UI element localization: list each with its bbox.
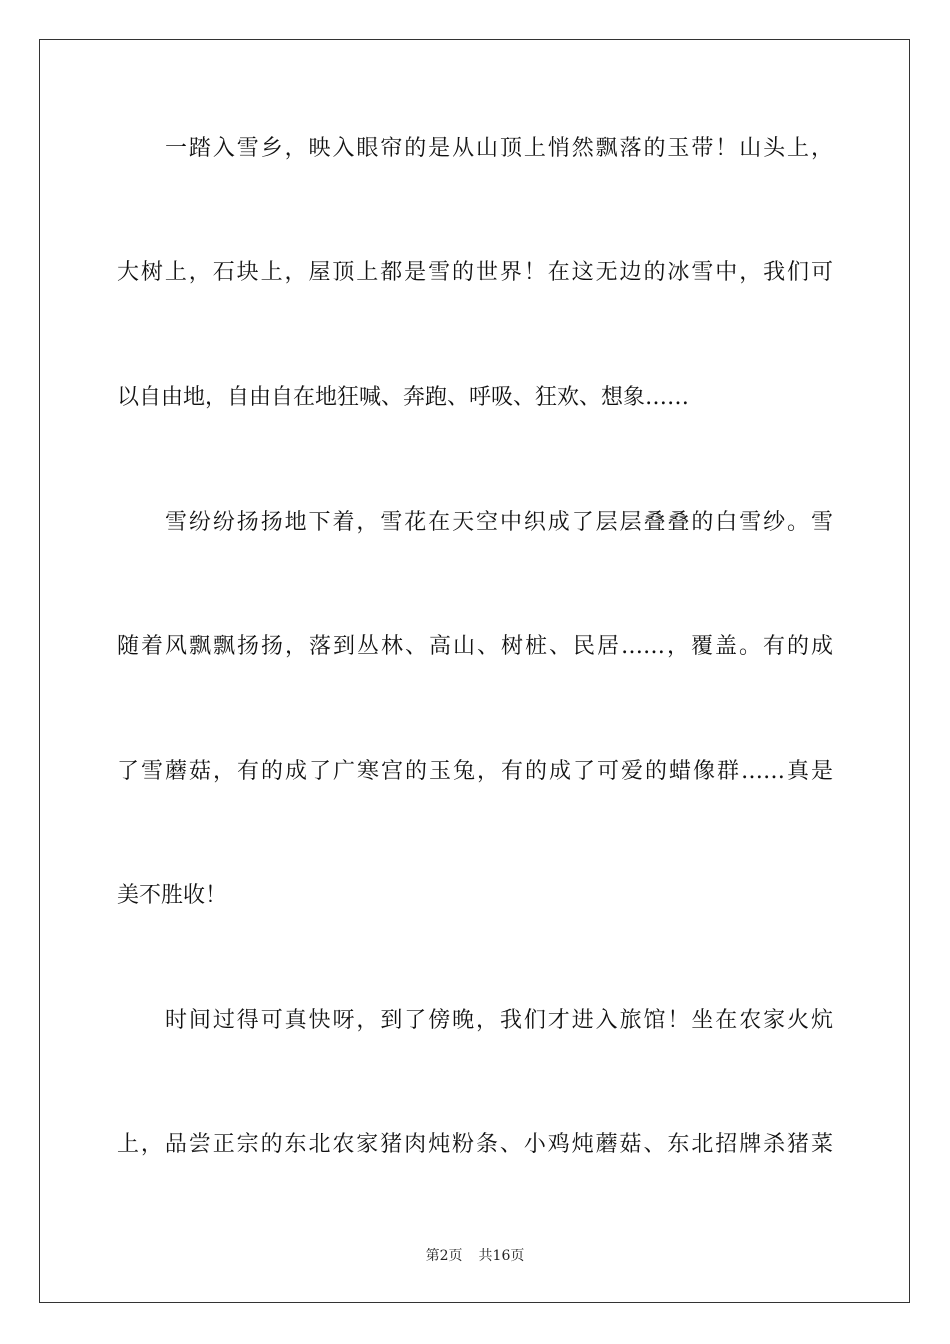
paragraph-3-line-2: 上，品尝正宗的东北农家猪肉炖粉条、小鸡炖蘑菇、东北招牌杀猪菜 [117,1132,833,1157]
page-total: 共16页 [478,1248,525,1264]
paragraph-2-line-4: 美不胜收！ [117,883,228,908]
paragraph-1-line-3: 以自由地，自由自在地狂喊、奔跑、呼吸、狂欢、想象…… [117,385,690,410]
paragraph-2-line-2: 随着风飘飘扬扬，落到丛林、高山、树桩、民居……，覆盖。有的成 [117,634,833,659]
paragraph-3-line-1: 时间过得可真快呀，到了傍晚，我们才进入旅馆！坐在农家火炕 [165,1008,833,1033]
paragraph-1-line-1: 一踏入雪乡，映入眼帘的是从山顶上悄然飘落的玉带！山头上， [165,136,833,161]
page-footer [0,1246,950,1266]
paragraph-1-line-2: 大树上，石块上，屋顶上都是雪的世界！在这无边的冰雪中，我们可 [117,260,833,285]
paragraph-2-line-1: 雪纷纷扬扬地下着，雪花在天空中织成了层层叠叠的白雪纱。雪 [165,510,833,535]
page-border [39,39,910,1303]
page-number: 第2页 [425,1248,463,1264]
paragraph-2-line-3: 了雪蘑菇，有的成了广寒宫的玉兔，有的成了可爱的蜡像群……真是 [117,759,833,784]
